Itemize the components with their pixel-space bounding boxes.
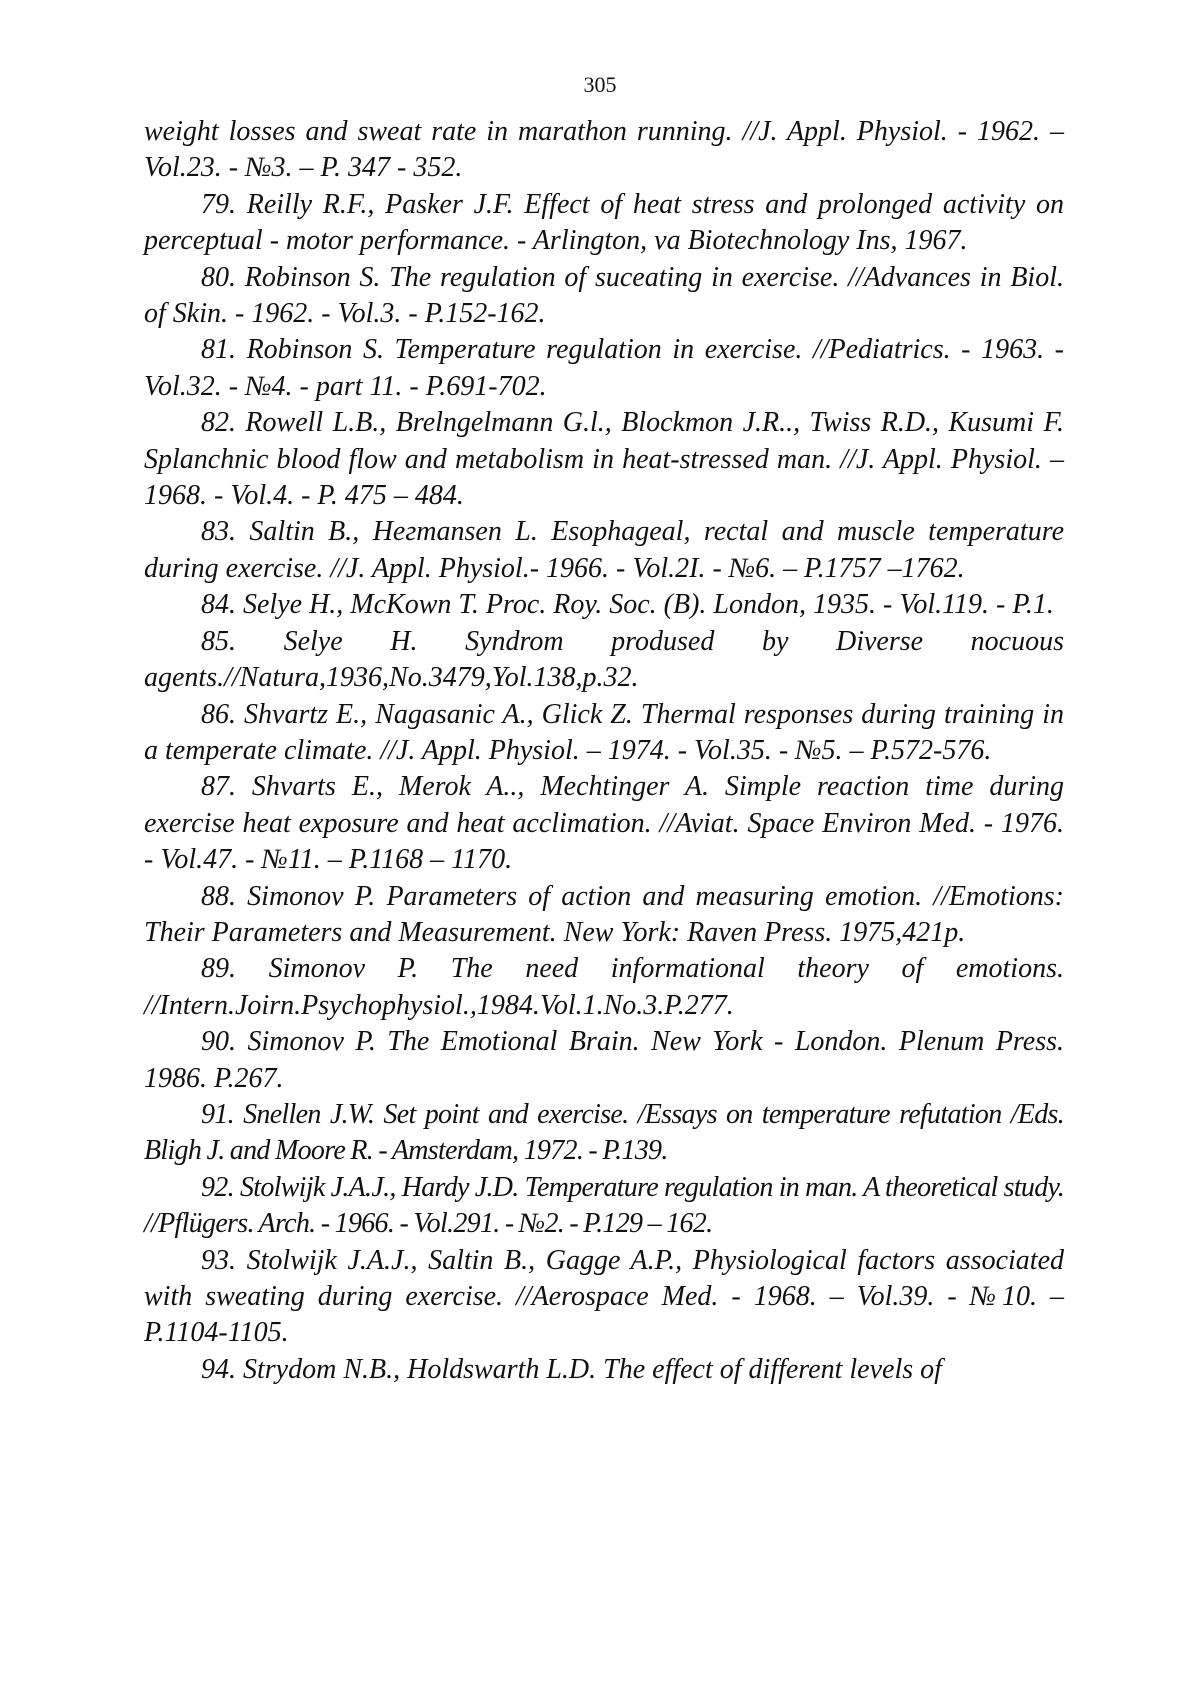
reference-entry: 83. Saltin B., Heгmansen L. Esophageal, rectal and muscle temperature during exercise. //J. Appl. Physiol.- 1966. - Vol.2I. - №6. – P.1757 –1762. — [144, 516, 1064, 584]
reference-list — [144, 114, 1064, 1388]
reference-entry: 90. Simonov P. The Emotional Brain. New York - London. Plenum Press. 1986. P.267. — [144, 1026, 1064, 1094]
reference-entry: 93. Stolwijk J.A.J., Saltin B., Gagge A.P., Physiological factors associated with sweating during exercise. //Aerospace Med. - 1968. – Vol.39. - №10. – P.1104-1105. — [144, 1244, 1064, 1349]
reference-entry: 87. Shvarts E., Merok A.., Mechtinger A. Simple reaction time during exercise heat exposure and heat acclimation. //Aviat. Space Environ Med. - 1976. - Vol.47. - №11. – P.1168 – 1170. — [144, 771, 1064, 876]
reference-entry: 80. Robinson S. The regulation of suceating in exercise. //Advances in Biol. of Skin. - 1962. - Vol.3. - P.152-162. — [144, 261, 1064, 330]
reference-entry: 88. Simonov P. Parameters of action and measuring emotion. //Emotions: Their Parameters and Measurement. New York: Raven Press. 1975,421p. — [144, 880, 1064, 948]
reference-entry: 89. Simonov P. The need informational theory of emotions. //Intern.Joirn.Psychophysiol.,1984.Vol.1.No.3.P.277. — [144, 953, 1064, 1021]
reference-entry: 85. Selye H. Syndrom prodused by Diverse nocuous agents.//Natura,1936,No.3479,Yol.138,p.32. — [144, 625, 1064, 694]
reference-entry: weight losses and sweat rate in marathon running. //J. Appl. Physiol. - 1962. – Vol.23. - №3. – P. 347 - 352. — [144, 116, 1064, 184]
reference-entry: 92. Stolwijk J.A.J., Hardy J.D. Temperature regulation in man. A theoretical study. //Pflügers. Arch. - 1966. - Vol.291. - №2. - P.129 – 162. — [144, 1171, 1064, 1240]
reference-entry: 94. Strydom N.B., Holdswarth L.D. The effect of different levels of — [201, 1353, 942, 1385]
reference-entry: 86. Shvartz E., Nagasanic A., Glick Z. Thermal responses during training in a temperate climate. //J. Appl. Physiol. – 1974. - Vol.35. - №5. – P.572-576. — [144, 698, 1064, 766]
reference-entry: 81. Robinson S. Temperature regulation in exercise. //Pediatrics. - 1963. - Vol.32. - №4. - part 11. - P.691-702. — [144, 334, 1064, 402]
reference-entry: 82. Rowell L.B., Brelngelmann G.l., Blockmon J.R.., Twiss R.D., Kusumi F. Splanchnic blood flow and metabolism in heat-stressed man. //J. Appl. Physiol. – 1968. - Vol.4. - P. 475 – 484. — [144, 407, 1064, 512]
page-number: 305 — [583, 72, 617, 97]
reference-entry: 91. Snellen J.W. Set point and exercise. /Essays on temperature refutation /Eds. Bligh J. and Moore R. - Amsterdam, 1972. - P.139. — [144, 1098, 1064, 1167]
reference-entry: 79. Reilly R.F., Pasker J.F. Effect of heat stress and prolonged activity on perceptual - motor performance. - Arlington, va Biotechnology Ins, 1967. — [144, 188, 1064, 257]
reference-entry: 84. Selye H., McKown T. Proc. Roy. Soc. (B). London, 1935. - Vol.119. - P.1. — [201, 589, 1054, 621]
